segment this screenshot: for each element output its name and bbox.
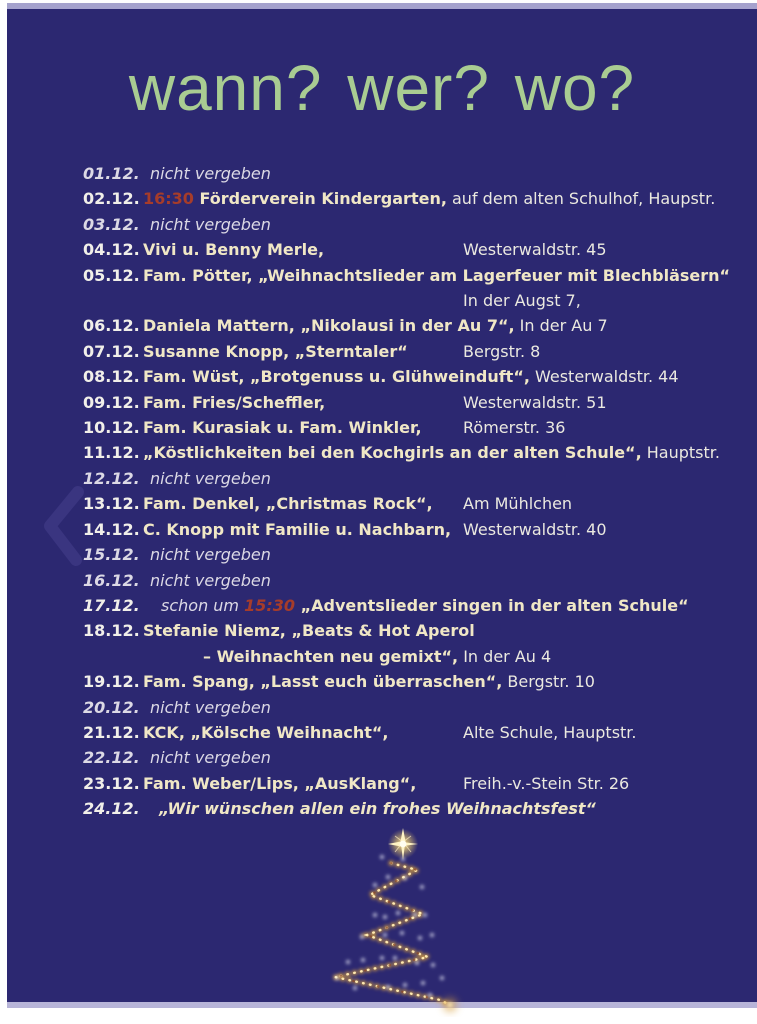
schedule-row bbox=[7, 313, 757, 338]
schedule-row bbox=[7, 644, 757, 669]
entry-text: nicht vergeben bbox=[150, 468, 271, 488]
entry-text: auf dem alten Schulhof, Haupstr. bbox=[446, 189, 716, 209]
date-label: 14.12. bbox=[83, 519, 140, 539]
schedule-row bbox=[7, 720, 757, 745]
sparkle-dots bbox=[335, 855, 443, 996]
schedule-row bbox=[7, 491, 757, 516]
schedule-row bbox=[7, 542, 757, 567]
entry-text: „Adventslieder singen in der alten Schule“ bbox=[295, 595, 689, 615]
schedule-row bbox=[7, 288, 757, 313]
date-label: 19.12. bbox=[83, 672, 140, 692]
schedule-row bbox=[7, 695, 757, 720]
entry-text: nicht vergeben bbox=[150, 214, 271, 234]
date-label: 23.12. bbox=[83, 773, 140, 793]
entry-text: Westerwaldstr. 44 bbox=[529, 367, 679, 387]
schedule-row bbox=[7, 263, 757, 288]
entry-text: „Wir wünschen allen ein frohes Weihnachtsfest“ bbox=[159, 799, 596, 819]
schedule-row bbox=[7, 440, 757, 465]
entry-text: 15:30 bbox=[244, 595, 296, 615]
entry-text: Fam. Denkel, „Christmas Rock“, bbox=[143, 494, 433, 514]
entry-text: Fam. Kurasiak u. Fam. Winkler, bbox=[143, 418, 422, 438]
schedule-row bbox=[7, 364, 757, 389]
entry-text: C. Knopp mit Familie u. Nachbarn, bbox=[143, 519, 452, 539]
entry-text: schon um bbox=[161, 595, 245, 615]
date-label: 12.12. bbox=[83, 468, 140, 488]
entry-text: „Köstlichkeiten bei den Kochgirls an der alten Schule“, bbox=[143, 443, 642, 463]
date-label: 13.12. bbox=[83, 494, 140, 514]
entry-text: nicht vergeben bbox=[150, 545, 271, 565]
entry-text: Susanne Knopp, „Sterntaler“ bbox=[143, 341, 408, 361]
address-label: Römerstr. 36 bbox=[463, 418, 566, 438]
entry-text: nicht vergeben bbox=[150, 697, 271, 717]
date-label: 03.12. bbox=[83, 214, 140, 234]
schedule-row bbox=[7, 593, 757, 618]
entry-text: nicht vergeben bbox=[150, 164, 271, 183]
schedule-row bbox=[7, 796, 757, 821]
date-label: 08.12. bbox=[83, 367, 140, 387]
date-label: 20.12. bbox=[83, 697, 140, 717]
schedule-row bbox=[7, 669, 757, 694]
date-label: 18.12. bbox=[83, 621, 140, 641]
date-label: 15.12. bbox=[83, 545, 140, 565]
date-label: 09.12. bbox=[83, 392, 140, 412]
schedule-row bbox=[7, 745, 757, 770]
entry-text: KCK, „Kölsche Weihnacht“, bbox=[143, 722, 389, 742]
schedule bbox=[7, 161, 757, 822]
schedule-row bbox=[7, 618, 757, 643]
entry-text: In der Au 7 bbox=[514, 316, 608, 336]
date-label: 11.12. bbox=[83, 443, 140, 463]
date-label: 06.12. bbox=[83, 316, 140, 336]
schedule-row bbox=[7, 466, 757, 491]
date-label: 10.12. bbox=[83, 418, 140, 438]
entry-text: Hauptstr. bbox=[641, 443, 720, 463]
date-label: 16.12. bbox=[83, 570, 140, 590]
chevron-left-icon[interactable] bbox=[41, 485, 87, 567]
schedule-row bbox=[7, 212, 757, 237]
date-label: 01.12. bbox=[83, 164, 140, 183]
star-icon bbox=[388, 828, 418, 860]
entry-text: Bergstr. 10 bbox=[502, 672, 595, 692]
schedule-row bbox=[7, 415, 757, 440]
christmas-tree-lights-graphic bbox=[325, 825, 489, 1017]
schedule-row bbox=[7, 390, 757, 415]
entry-text: Vivi u. Benny Merle, bbox=[143, 240, 325, 260]
entry-text: Daniela Mattern, „Nikolausi in der Au 7“, bbox=[143, 316, 515, 336]
entry-text: Fam. Wüst, „Brotgenuss u. Glühweinduft“, bbox=[143, 367, 530, 387]
entry-text: Förderverein Kindergarten, bbox=[199, 189, 447, 209]
address-label: Bergstr. 8 bbox=[463, 341, 541, 361]
schedule-row bbox=[7, 161, 757, 186]
entry-text: Fam. Weber/Lips, „AusKlang“, bbox=[143, 773, 417, 793]
address-label: Westerwaldstr. 40 bbox=[463, 519, 607, 539]
date-label: 24.12. bbox=[83, 799, 140, 819]
schedule-row bbox=[7, 771, 757, 796]
address-label: Freih.-v.-Stein Str. 26 bbox=[463, 773, 630, 793]
tail-light bbox=[443, 998, 457, 1012]
date-label: 22.12. bbox=[83, 748, 140, 768]
entry-text: Fam. Pötter, „Weihnachtslieder am Lagerfeuer mit Blechbläsern“ bbox=[143, 265, 731, 285]
entry-text: Stefanie Niemz, „Beats & Hot Aperol bbox=[143, 621, 475, 641]
address-label: Westerwaldstr. 45 bbox=[463, 240, 607, 260]
entry-text: Fam. Fries/Scheffler, bbox=[143, 392, 326, 412]
date-label: 02.12. bbox=[83, 189, 140, 209]
advent-calendar-poster bbox=[7, 3, 757, 1008]
schedule-row bbox=[7, 339, 757, 364]
address-label: Alte Schule, Hauptstr. bbox=[463, 722, 637, 742]
schedule-row bbox=[7, 186, 757, 211]
schedule-row bbox=[7, 568, 757, 593]
entry-text: In der Au 4 bbox=[458, 646, 552, 666]
address-label: In der Augst 7, bbox=[463, 291, 581, 311]
entry-text: – Weihnachten neu gemixt“, bbox=[203, 646, 459, 666]
schedule-row bbox=[7, 517, 757, 542]
address-label: Am Mühlchen bbox=[463, 494, 573, 514]
date-label: 05.12. bbox=[83, 265, 140, 285]
schedule-row bbox=[7, 237, 757, 262]
date-label: 21.12. bbox=[83, 722, 140, 742]
entry-text: Fam. Spang, „Lasst euch überraschen“, bbox=[143, 672, 503, 692]
date-label: 04.12. bbox=[83, 240, 140, 260]
address-label: Westerwaldstr. 51 bbox=[463, 392, 607, 412]
entry-text: nicht vergeben bbox=[150, 570, 271, 590]
page-title: wann? wer? wo? bbox=[128, 52, 636, 124]
entry-text: 16:30 bbox=[143, 189, 200, 209]
date-label: 17.12. bbox=[83, 595, 140, 615]
date-label: 07.12. bbox=[83, 341, 140, 361]
entry-text: nicht vergeben bbox=[150, 748, 271, 768]
